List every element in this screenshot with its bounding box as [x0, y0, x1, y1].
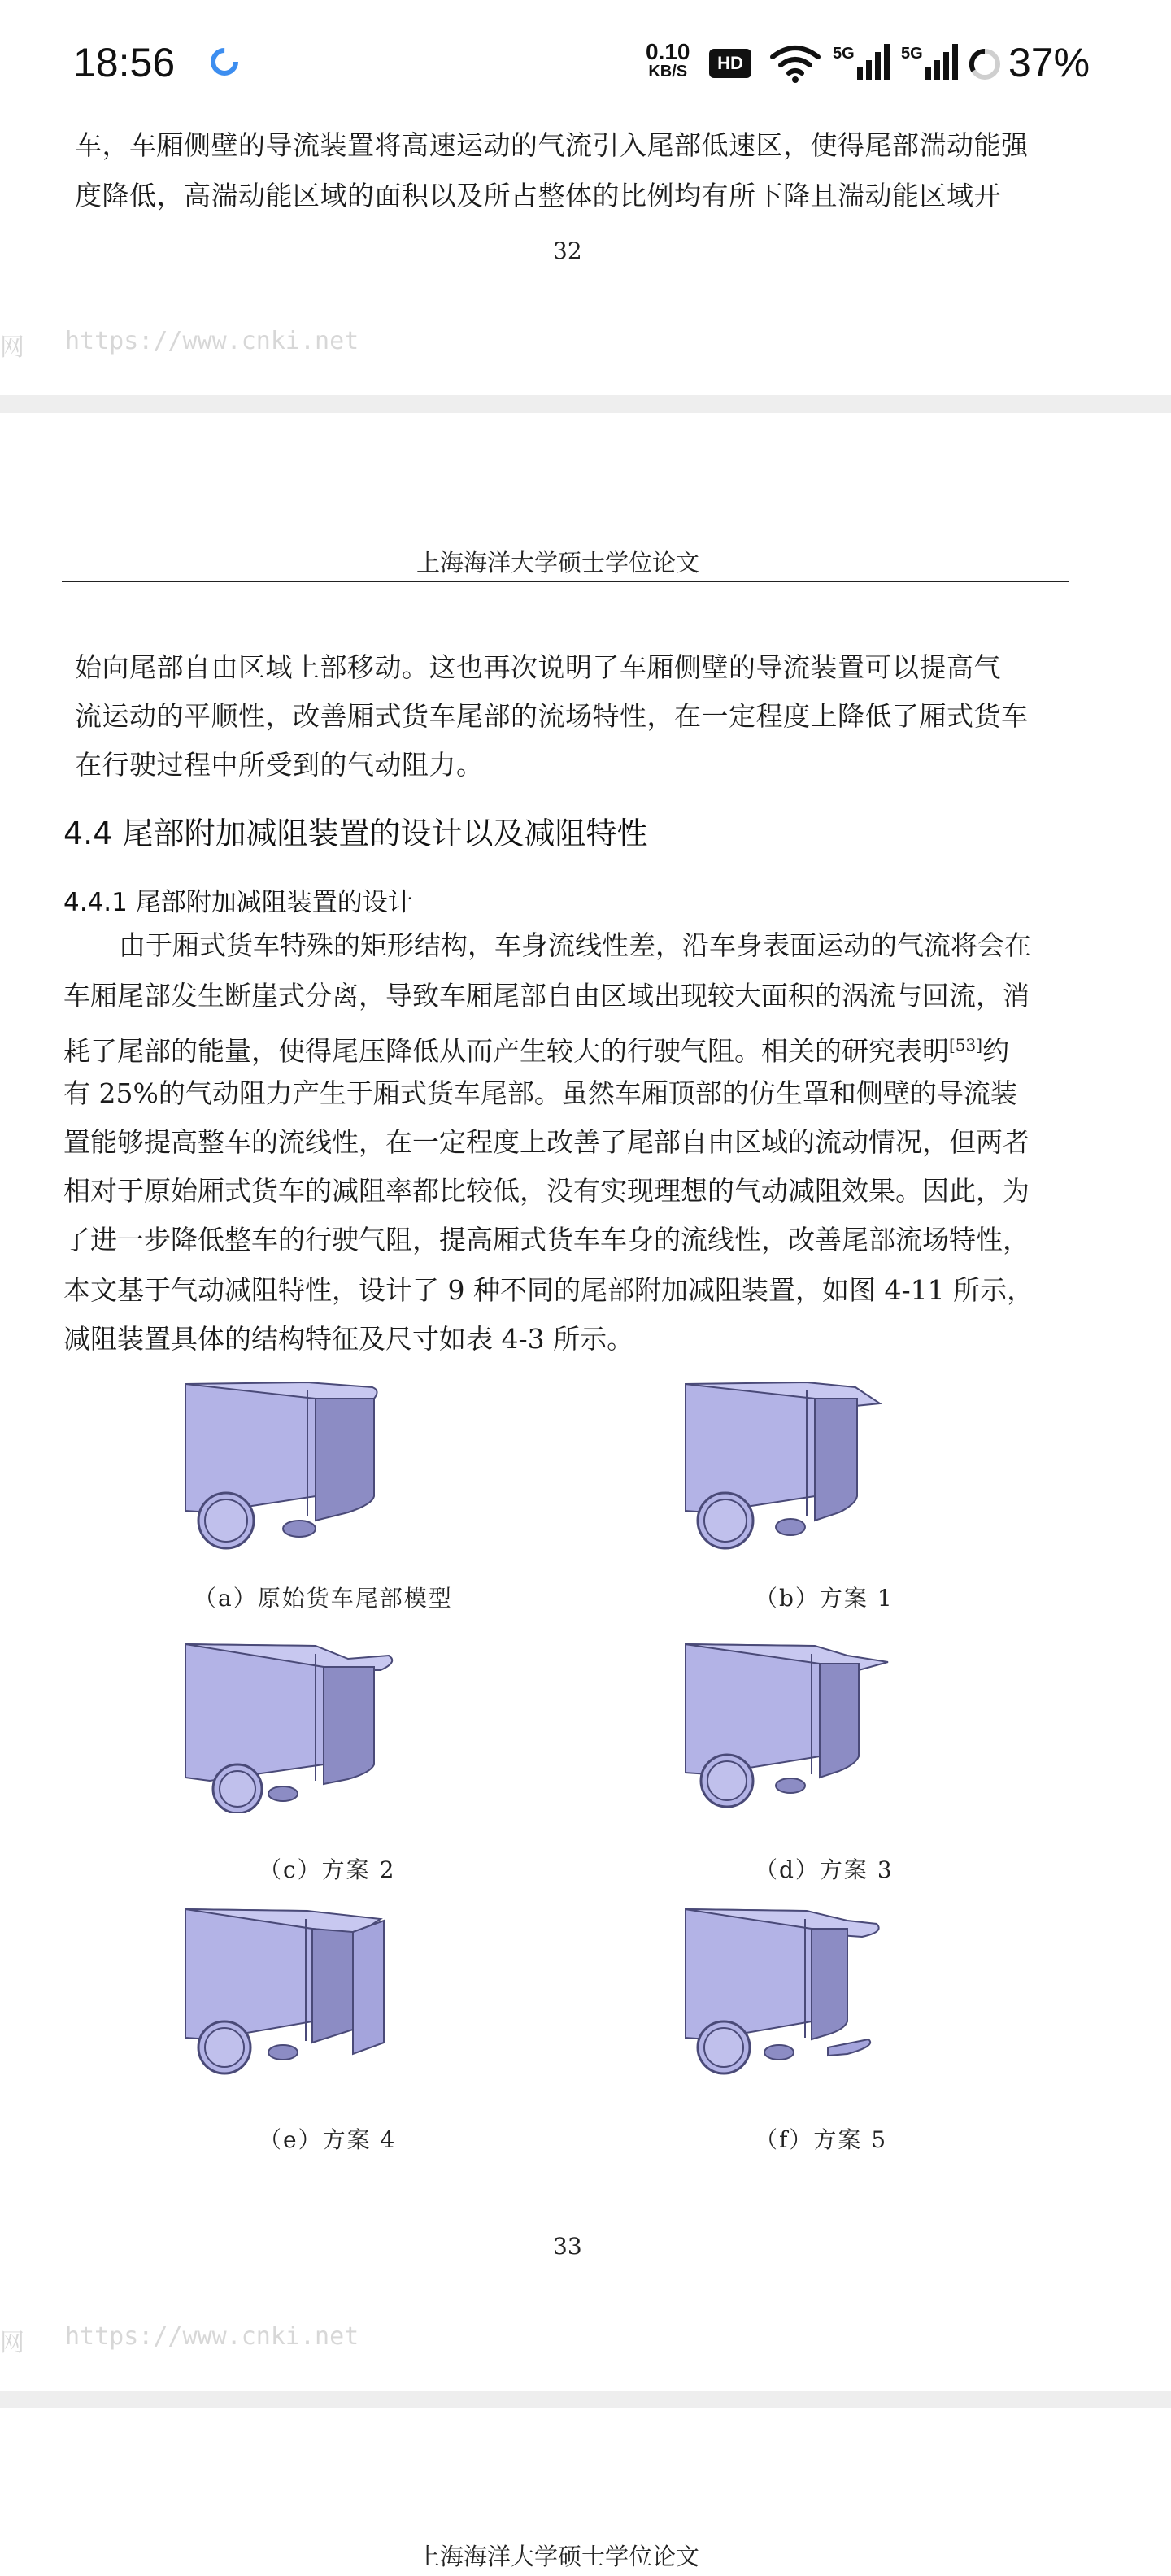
continuation-line-3: 在行驶过程中所受到的气动阻力。 — [75, 749, 484, 781]
sync-icon — [208, 46, 241, 78]
paragraph-line-2: 车厢尾部发生断崖式分离，导致车厢尾部自由区域出现较大面积的涡流与回流，消 — [63, 980, 1030, 1012]
page33-header: 上海海洋大学硕士学位论文 — [416, 549, 700, 577]
signal2-label: 5G — [901, 45, 923, 63]
citation-53[interactable]: [53] — [949, 1035, 983, 1055]
paragraph-line-8: 本文基于气动减阻特性，设计了 9 种不同的尾部附加减阻装置，如图 4-11 所示， — [63, 1274, 1034, 1306]
section-title: 4.4 尾部附加减阻装置的设计以及减阻特性 — [63, 816, 648, 851]
paragraph-line-1: 由于厢式货车特殊的矩形结构，车身流线性差，沿车身表面运动的气流将会在 — [119, 929, 1031, 961]
continuation-line-1: 始向尾部自由区域上部移动。这也再次说明了车厢侧壁的导流装置可以提高气 — [75, 651, 1001, 683]
paragraph-line-4: 有 25%的气动阻力产生于厢式货车尾部。虽然车厢顶部的仿生罩和侧壁的导流装 — [63, 1077, 1017, 1109]
signal-icon-sim2 — [901, 42, 958, 81]
watermark-left-32: 网 — [0, 333, 24, 362]
cnki-watermark-33[interactable]: https://www.cnki.net — [65, 2322, 359, 2351]
cnki-watermark-32[interactable]: https://www.cnki.net — [65, 327, 359, 355]
figure-f-caption: （f）方案 5 — [755, 2126, 888, 2153]
subsection-title: 4.4.1 尾部附加减阻装置的设计 — [63, 888, 413, 917]
figure-a-original-truck — [185, 1374, 421, 1553]
figure-d-scheme-3 — [685, 1634, 921, 1813]
network-speed-unit: KB/S — [648, 63, 688, 80]
figure-e-scheme-4 — [185, 1899, 421, 2078]
figure-f-scheme-5 — [685, 1899, 921, 2078]
figure-e-caption: （e）方案 4 — [259, 2126, 397, 2153]
page34-header: 上海海洋大学硕士学位论文 — [416, 2543, 700, 2570]
signal1-label: 5G — [833, 45, 855, 63]
figure-d-caption: （d）方案 3 — [755, 1856, 894, 1883]
paragraph-line-5: 置能够提高整车的流线性，在一定程度上改善了尾部自由区域的流动情况，但两者 — [63, 1126, 1030, 1158]
hd-voice-icon: HD — [709, 49, 751, 78]
paragraph-line-9: 减阻装置具体的结构特征及尺寸如表 4-3 所示。 — [63, 1323, 634, 1355]
battery-percent: 37% — [1008, 40, 1090, 85]
watermark-left-33: 网 — [0, 2329, 24, 2357]
paragraph-line-3-end: 约 — [982, 1035, 1010, 1067]
header-rule-33 — [62, 581, 1069, 582]
continuation-line-2: 流运动的平顺性，改善厢式货车尾部的流场特性，在一定程度上降低了厢式货车 — [75, 700, 1029, 732]
battery-icon — [968, 47, 1002, 81]
network-speed — [646, 39, 690, 81]
paragraph-line-6: 相对于原始厢式货车的减阻率都比较低，没有实现理想的气动减阻效果。因此，为 — [63, 1175, 1030, 1207]
signal-icon-sim1 — [833, 42, 890, 81]
clock: 18:56 — [73, 40, 176, 85]
figure-c-caption: （c）方案 2 — [259, 1856, 396, 1883]
figure-b-caption: （b）方案 1 — [755, 1585, 894, 1612]
page-separator-1 — [0, 395, 1171, 413]
paragraph-line-7: 了进一步降低整车的行驶气阻，提高厢式货车车身的流线性，改善尾部流场特性， — [63, 1224, 1030, 1255]
figure-b-scheme-1 — [685, 1374, 921, 1553]
page-number-33: 33 — [553, 2233, 582, 2260]
figure-a-caption: （a）原始货车尾部模型 — [194, 1585, 453, 1612]
figure-c-scheme-2 — [185, 1634, 421, 1813]
page-number-32: 32 — [553, 237, 582, 264]
page32-line-1: 车，车厢侧壁的导流装置将高速运动的气流引入尾部低速区，使得尾部湍动能强 — [75, 129, 1029, 161]
paragraph-line-3-text: 耗了尾部的能量，使得尾压降低从而产生较大的行驶气阻。相关的研究表明 — [63, 1035, 949, 1067]
page-separator-2 — [0, 2391, 1171, 2408]
wifi-icon — [769, 44, 821, 83]
page32-line-2: 度降低，高湍动能区域的面积以及所占整体的比例均有所下降且湍动能区域开 — [75, 180, 1001, 211]
network-speed-value: 0.10 — [646, 39, 690, 64]
status-bar — [0, 0, 1171, 130]
